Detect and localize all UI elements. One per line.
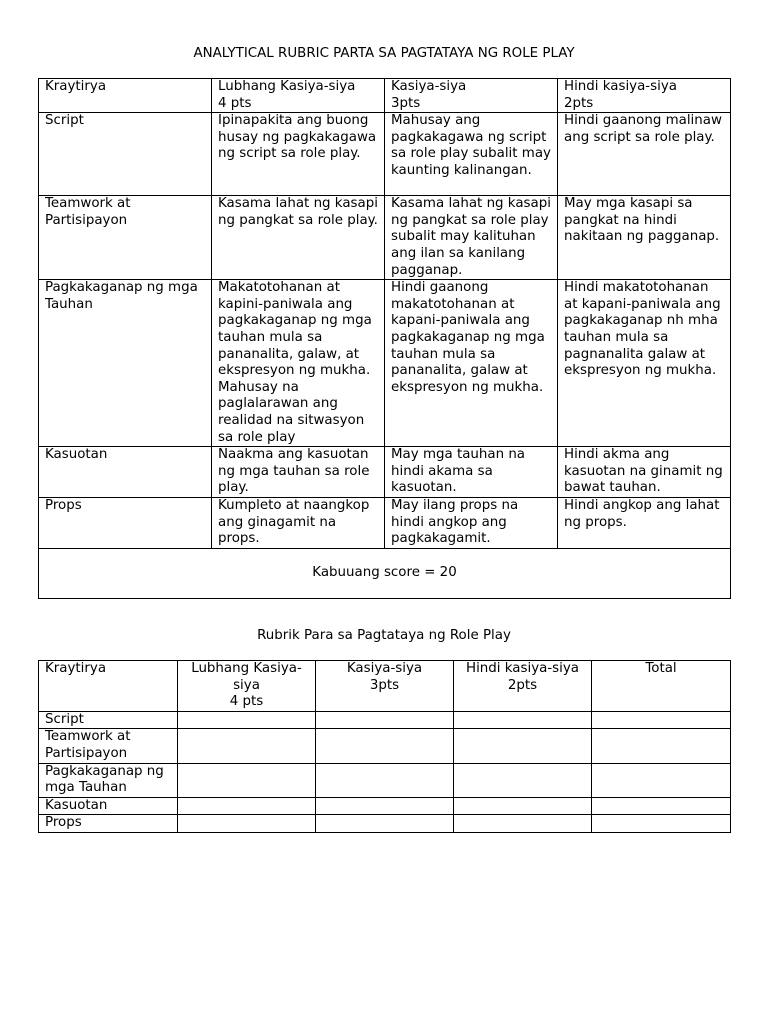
analytical-rubric-table xyxy=(38,78,731,599)
criteria-cell: Kasuotan xyxy=(39,797,178,815)
table-row xyxy=(39,729,731,763)
criteria-cell: Script xyxy=(39,113,212,196)
score-cell[interactable] xyxy=(454,729,592,763)
score-cell[interactable] xyxy=(316,711,454,729)
table-row xyxy=(39,280,731,447)
criteria-cell: Kasuotan xyxy=(39,447,212,498)
table-row xyxy=(39,797,731,815)
total-cell[interactable] xyxy=(592,815,731,833)
table-row xyxy=(39,447,731,498)
header-cell: Total xyxy=(592,661,731,712)
table-header-row xyxy=(39,79,731,113)
table-row xyxy=(39,711,731,729)
header-cell: Lubhang Kasiya- siya 4 pts xyxy=(178,661,316,712)
criteria-cell: Props xyxy=(39,815,178,833)
rubric-title: Rubrik Para sa Pagtataya ng Role Play xyxy=(257,628,511,643)
header-cell: Lubhang Kasiya-siya 4 pts xyxy=(212,79,385,113)
table-header-row xyxy=(39,661,731,712)
total-cell[interactable] xyxy=(592,797,731,815)
criteria-cell: Script xyxy=(39,711,178,729)
table-cell: Mahusay ang pagkakagawa ng script sa role play subalit may kaunting kalinangan. xyxy=(385,113,558,196)
score-cell[interactable] xyxy=(316,815,454,833)
total-score: Kabuuang score = 20 xyxy=(39,548,731,598)
table-row xyxy=(39,815,731,833)
score-cell[interactable] xyxy=(178,815,316,833)
table-cell: May mga tauhan na hindi akama sa kasuotan. xyxy=(385,447,558,498)
total-cell[interactable] xyxy=(592,729,731,763)
score-cell[interactable] xyxy=(454,797,592,815)
criteria-cell: Teamwork at Partisipayon xyxy=(39,729,178,763)
table-cell: Hindi gaanong makatotohanan at kapani-paniwala ang pagkakaganap ng mga tauhan mula sa pananalita, galaw at ekspresyon ng mukha. xyxy=(385,280,558,447)
table-row xyxy=(39,763,731,797)
criteria-cell: Pagkakaganap ng mga Tauhan xyxy=(39,280,212,447)
score-cell[interactable] xyxy=(316,763,454,797)
score-cell[interactable] xyxy=(454,711,592,729)
table-cell: Naakma ang kasuotan ng mga tauhan sa role play. xyxy=(212,447,385,498)
criteria-cell: Props xyxy=(39,497,212,548)
total-row xyxy=(39,548,731,598)
table-cell: Ipinapakita ang buong husay ng pagkakagawa ng script sa role play. xyxy=(212,113,385,196)
score-cell[interactable] xyxy=(178,797,316,815)
header-cell: Kasiya-siya 3pts xyxy=(316,661,454,712)
rubric-title: ANALYTICAL RUBRIC PARTA SA PAGTATAYA NG ROLE PLAY xyxy=(193,46,575,61)
score-cell[interactable] xyxy=(178,763,316,797)
criteria-cell: Pagkakaganap ng mga Tauhan xyxy=(39,763,178,797)
table-cell: May mga kasapi sa pangkat na hindi nakitaan ng pagganap. xyxy=(558,196,731,280)
table-cell: Hindi gaanong malinaw ang script sa role play. xyxy=(558,113,731,196)
score-cell[interactable] xyxy=(178,711,316,729)
header-cell: Hindi kasiya-siya 2pts xyxy=(454,661,592,712)
score-cell[interactable] xyxy=(454,815,592,833)
header-cell: Kraytirya xyxy=(39,661,178,712)
table-cell: Kasama lahat ng kasapi ng pangkat sa role play subalit may kalituhan ang ilan sa kanilang pagganap. xyxy=(385,196,558,280)
table-cell: Hindi makatotohanan at kapani-paniwala ang pagkakaganap nh mha tauhan mula sa pagnanalita galaw at ekspresyon ng mukha. xyxy=(558,280,731,447)
table-cell: Kasama lahat ng kasapi ng pangkat sa role play. xyxy=(212,196,385,280)
scoring-rubric-table xyxy=(38,660,731,833)
total-cell[interactable] xyxy=(592,763,731,797)
table-cell: Makatotohanan at kapini-paniwala ang pagkakaganap ng mga tauhan mula sa pananalita, galaw, at ekspresyon ng mukha. Mahusay na paglalarawan ang realidad na sitwasyon sa role play xyxy=(212,280,385,447)
header-cell: Hindi kasiya-siya 2pts xyxy=(558,79,731,113)
table-row xyxy=(39,497,731,548)
score-cell[interactable] xyxy=(316,729,454,763)
table-row xyxy=(39,113,731,196)
score-cell[interactable] xyxy=(454,763,592,797)
table-cell: May ilang props na hindi angkop ang pagkakagamit. xyxy=(385,497,558,548)
score-cell[interactable] xyxy=(178,729,316,763)
table-row xyxy=(39,196,731,280)
header-cell: Kasiya-siya 3pts xyxy=(385,79,558,113)
score-cell[interactable] xyxy=(316,797,454,815)
table-cell: Hindi angkop ang lahat ng props. xyxy=(558,497,731,548)
header-cell: Kraytirya xyxy=(39,79,212,113)
table-cell: Hindi akma ang kasuotan na ginamit ng bawat tauhan. xyxy=(558,447,731,498)
table-cell: Kumpleto at naangkop ang ginagamit na props. xyxy=(212,497,385,548)
total-cell[interactable] xyxy=(592,711,731,729)
criteria-cell: Teamwork at Partisipayon xyxy=(39,196,212,280)
